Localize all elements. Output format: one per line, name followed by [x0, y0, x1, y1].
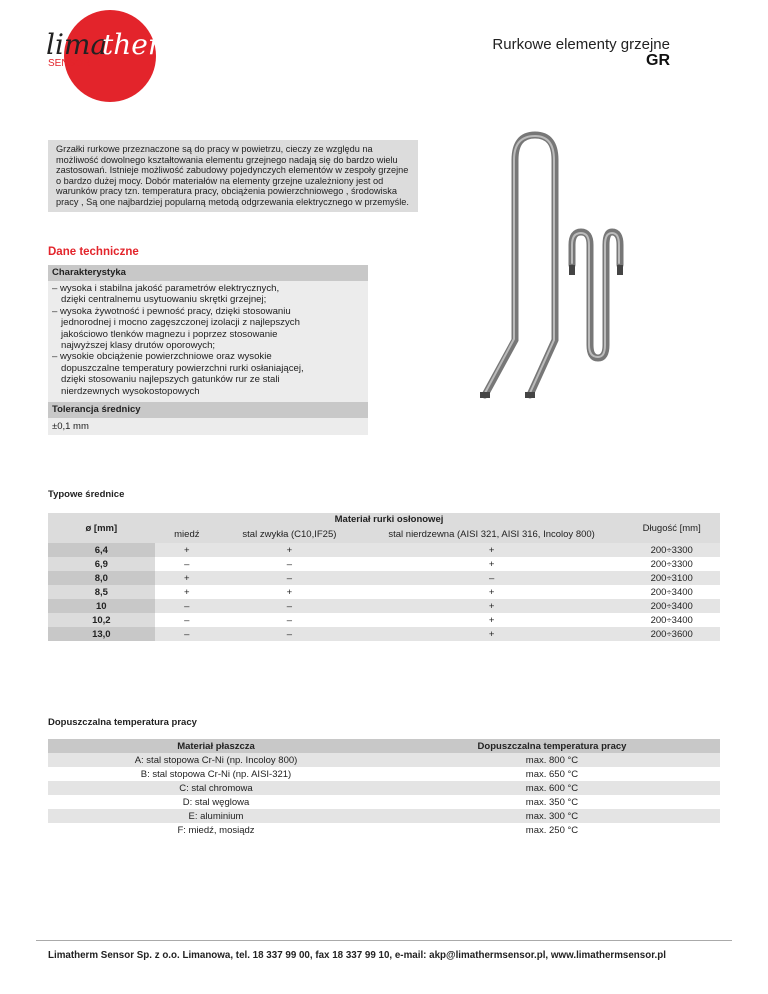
value-cell: –	[219, 557, 360, 571]
feature-line: – wysokie obciążenie powierzchniowe oraz wysokie	[52, 351, 272, 363]
tech-data-heading: Dane techniczne	[48, 246, 139, 258]
diameter-cell: 13,0	[48, 627, 155, 641]
tolerance-value: ±0,1 mm	[48, 418, 368, 435]
col-copper: miedź	[174, 529, 200, 541]
logo-tag: SENSOR	[48, 58, 91, 69]
diameters-table	[48, 513, 720, 641]
table-row	[48, 557, 720, 571]
temperature-cell: max. 300 °C	[384, 809, 720, 823]
value-cell: +	[155, 543, 219, 557]
table-row	[48, 781, 720, 795]
feature-line: najwyższej klasy drutów oporowych;	[61, 340, 216, 352]
diameter-cell: 10,2	[48, 613, 155, 627]
temperature-cell: max. 600 °C	[384, 781, 720, 795]
feature-line: dzięki centralnemu usytuowaniu skrętki grzejnej;	[61, 294, 267, 306]
value-cell: +	[360, 585, 624, 599]
material-cell: E: aluminium	[48, 809, 384, 823]
characteristics-label: Charakterystyka	[48, 265, 368, 281]
value-cell: –	[155, 599, 219, 613]
temperature-heading: Dopuszczalna temperatura pracy	[48, 717, 197, 728]
diameter-cell: 6,4	[48, 543, 155, 557]
intro-text: Grzałki rurkowe przeznaczone są do pracy w powietrzu, cieczy ze względu na możliwość dowolnego kształtowania elementu grzejnego nadają się do bardzo wielu zastosowań. Istnieje możliwość zabudowy pojedynczych elementów w zespoły grzejne o bardzo dużej mocy. Dobór materiałów na elementy grzejne uzależniony jest od warunków pracy tzn. temperatura pracy, obciążenia powierzchniowego , środowiska pracy , Są one najbardziej popularną metodą odgrzewania elektrycznego w przemyśle.	[48, 140, 418, 212]
diameter-cell: 10	[48, 599, 155, 613]
value-cell: +	[360, 613, 624, 627]
value-cell: +	[219, 543, 360, 557]
diameter-cell: 8,5	[48, 585, 155, 599]
page-title: Rurkowe elementy grzejne	[492, 36, 670, 53]
value-cell: –	[155, 613, 219, 627]
value-cell: +	[360, 627, 624, 641]
heater-illustration	[460, 130, 640, 410]
feature-line: dopuszczalne temperatury powierzchni rurki osłaniającej,	[61, 362, 304, 374]
temperature-table	[48, 739, 720, 837]
footer-divider	[36, 940, 732, 941]
temperature-cell: max. 250 °C	[384, 823, 720, 837]
table-row	[48, 599, 720, 613]
value-cell: –	[219, 613, 360, 627]
table-row	[48, 571, 720, 585]
feature-line: – wysoka i stabilna jakość parametrów elektrycznych,	[52, 283, 280, 294]
material-cell: B: stal stopowa Cr-Ni (np. AISI-321)	[48, 767, 384, 781]
value-cell: –	[360, 571, 624, 585]
value-cell: +	[360, 557, 624, 571]
logo-word-b: therm	[102, 28, 188, 61]
value-cell: 200÷3600	[623, 627, 720, 641]
col-length: Długość [mm]	[642, 522, 701, 534]
col-material: Materiał rurki osłonowej	[334, 514, 444, 526]
value-cell: –	[219, 571, 360, 585]
col-diameter: ø [mm]	[48, 513, 155, 543]
col-stainless-steel: stal nierdzewna (AISI 321, AISI 316, Incoloy 800)	[388, 529, 595, 541]
table-row	[48, 795, 720, 809]
value-cell: 200÷3400	[623, 585, 720, 599]
tolerance-label: Tolerancja średnicy	[48, 402, 368, 418]
value-cell: +	[155, 585, 219, 599]
feature-line: jakościowo tlenków magnezu i poprzez stosowanie	[61, 328, 278, 340]
table-row	[48, 585, 720, 599]
table-row	[48, 627, 720, 641]
value-cell: 200÷3300	[623, 543, 720, 557]
feature-line: – wysoka żywotność i pewność pracy, dzięki stosowaniu	[52, 305, 291, 317]
value-cell: 200÷3300	[623, 557, 720, 571]
material-cell: A: stal stopowa Cr-Ni (np. Incoloy 800)	[48, 753, 384, 767]
feature-line: dzięki stosowaniu najlepszych gatunków rur ze stali	[61, 374, 280, 386]
value-cell: 200÷3100	[623, 571, 720, 585]
col-carbon-steel: stal zwykła (C10,IF25)	[242, 529, 337, 541]
table-row	[48, 809, 720, 823]
table-row	[48, 543, 720, 557]
material-cell: C: stal chromowa	[48, 781, 384, 795]
value-cell: +	[360, 599, 624, 613]
table-row	[48, 823, 720, 837]
value-cell: 200÷3400	[623, 599, 720, 613]
temperature-cell: max. 650 °C	[384, 767, 720, 781]
value-cell: –	[219, 599, 360, 613]
table-row	[48, 613, 720, 627]
diameter-cell: 8,0	[48, 571, 155, 585]
table-row	[48, 767, 720, 781]
value-cell: –	[155, 557, 219, 571]
diameters-heading: Typowe średnice	[48, 489, 125, 500]
product-code: GR	[646, 52, 670, 69]
value-cell: –	[155, 627, 219, 641]
diameter-cell: 6,9	[48, 557, 155, 571]
value-cell: +	[219, 585, 360, 599]
temperature-cell: max. 800 °C	[384, 753, 720, 767]
material-cell: D: stal węglowa	[48, 795, 384, 809]
material-cell: F: miedź, mosiądz	[48, 823, 384, 837]
col-max-temp: Dopuszczalna temperatura pracy	[384, 739, 720, 753]
features-list	[48, 281, 368, 402]
footer-contact: Limatherm Sensor Sp. z o.o. Limanowa, tel. 18 337 99 00, fax 18 337 99 10, e-mail: akp@limathermsensor.pl, www.limathermsensor.pl	[48, 950, 666, 961]
company-logo	[36, 10, 188, 134]
feature-line: jednorodnej i mocno zagęszczonej izolacji z najlepszych	[61, 317, 300, 329]
temperature-cell: max. 350 °C	[384, 795, 720, 809]
feature-line: nierdzewnych wysokostopowych	[61, 385, 200, 397]
value-cell: +	[360, 543, 624, 557]
col-sheath-material: Materiał płaszcza	[48, 739, 384, 753]
value-cell: 200÷3400	[623, 613, 720, 627]
logo-word-a: lima	[46, 28, 108, 61]
table-row	[48, 753, 720, 767]
value-cell: +	[155, 571, 219, 585]
value-cell: –	[219, 627, 360, 641]
